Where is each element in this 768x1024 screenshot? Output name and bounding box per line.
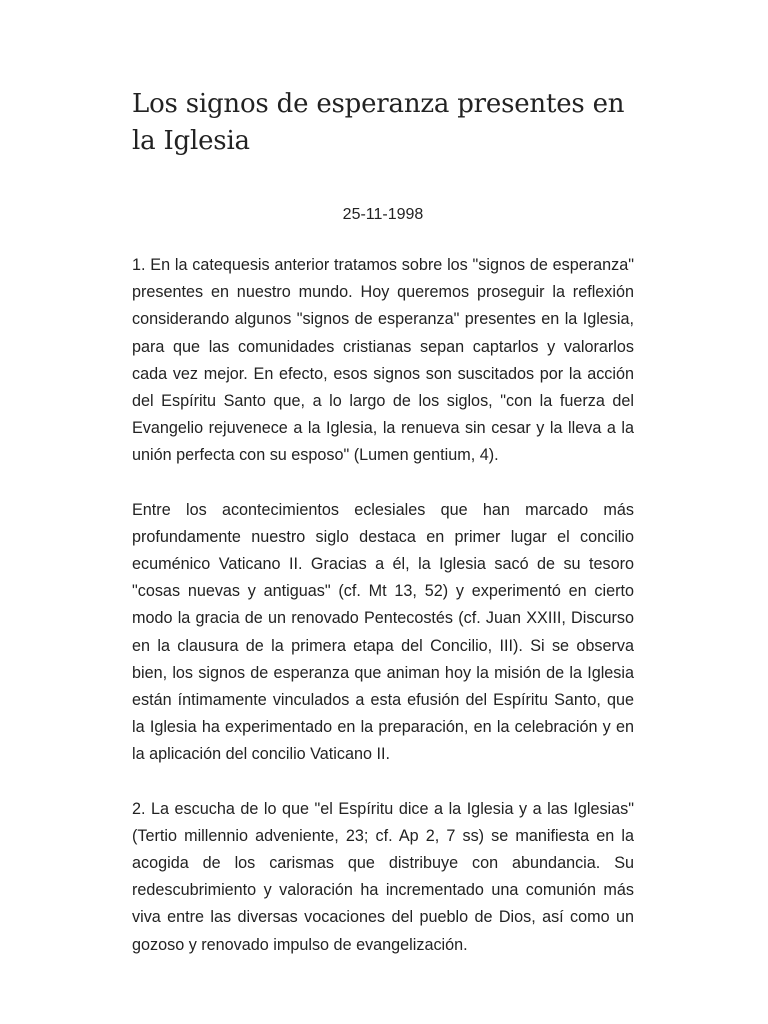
document-title: Los signos de esperanza presentes en la Iglesia — [132, 89, 625, 156]
paragraph-2: Entre los acontecimientos eclesiales que han marcado más profundamente nuestro siglo destaca en primer lugar el concilio ecuménico Vaticano II. Gracias a él, la Iglesia sacó de su tesoro "cosas nuevas y antiguas" (cf. Mt 13, 52) y experimentó en cierto modo la gracia de un renovado Pentecostés (cf. Juan XXIII, Discurso en la clausura de la primera etapa del Concilio, III). Si se observa bien, los signos de esperanza que animan hoy la misión de la Iglesia están íntimamente vinculados a esta efusión del Espíritu Santo, que la Iglesia ha experimentado en la preparación, en la celebración y en la aplicación del concilio Vaticano II. — [132, 500, 634, 764]
document-date: 25-11-1998 — [342, 206, 424, 223]
paragraph-1: 1. En la catequesis anterior tratamos sobre los "signos de esperanza" presentes en nuestro mundo. Hoy queremos proseguir la reflexión considerando algunos "signos de esperanza" presentes en la Iglesia, para que las comunidades cristianas sepan captarlos y valorarlos cada vez mejor. En efecto, esos signos son suscitados por la acción del Espíritu Santo que, a lo largo de los siglos, "con la fuerza del Evangelio rejuvenece a la Iglesia, la renueva sin cesar y la lleva a la unión perfecta con su esposo" (Lumen gentium, 4). — [132, 256, 634, 465]
paragraph-3: 2. La escucha de lo que "el Espíritu dice a la Iglesia y a las Iglesias" (Tertio millennio adveniente, 23; cf. Ap 2, 7 ss) se manifiesta en la acogida de los carismas que distribuye con abundancia. Su redescubrimiento y valoración ha incrementado una comunión más viva entre las diversas vocaciones del pueblo de Dios, así como un gozoso y renovado impulso de evangelización. — [132, 799, 634, 954]
document-page — [132, 0, 634, 959]
